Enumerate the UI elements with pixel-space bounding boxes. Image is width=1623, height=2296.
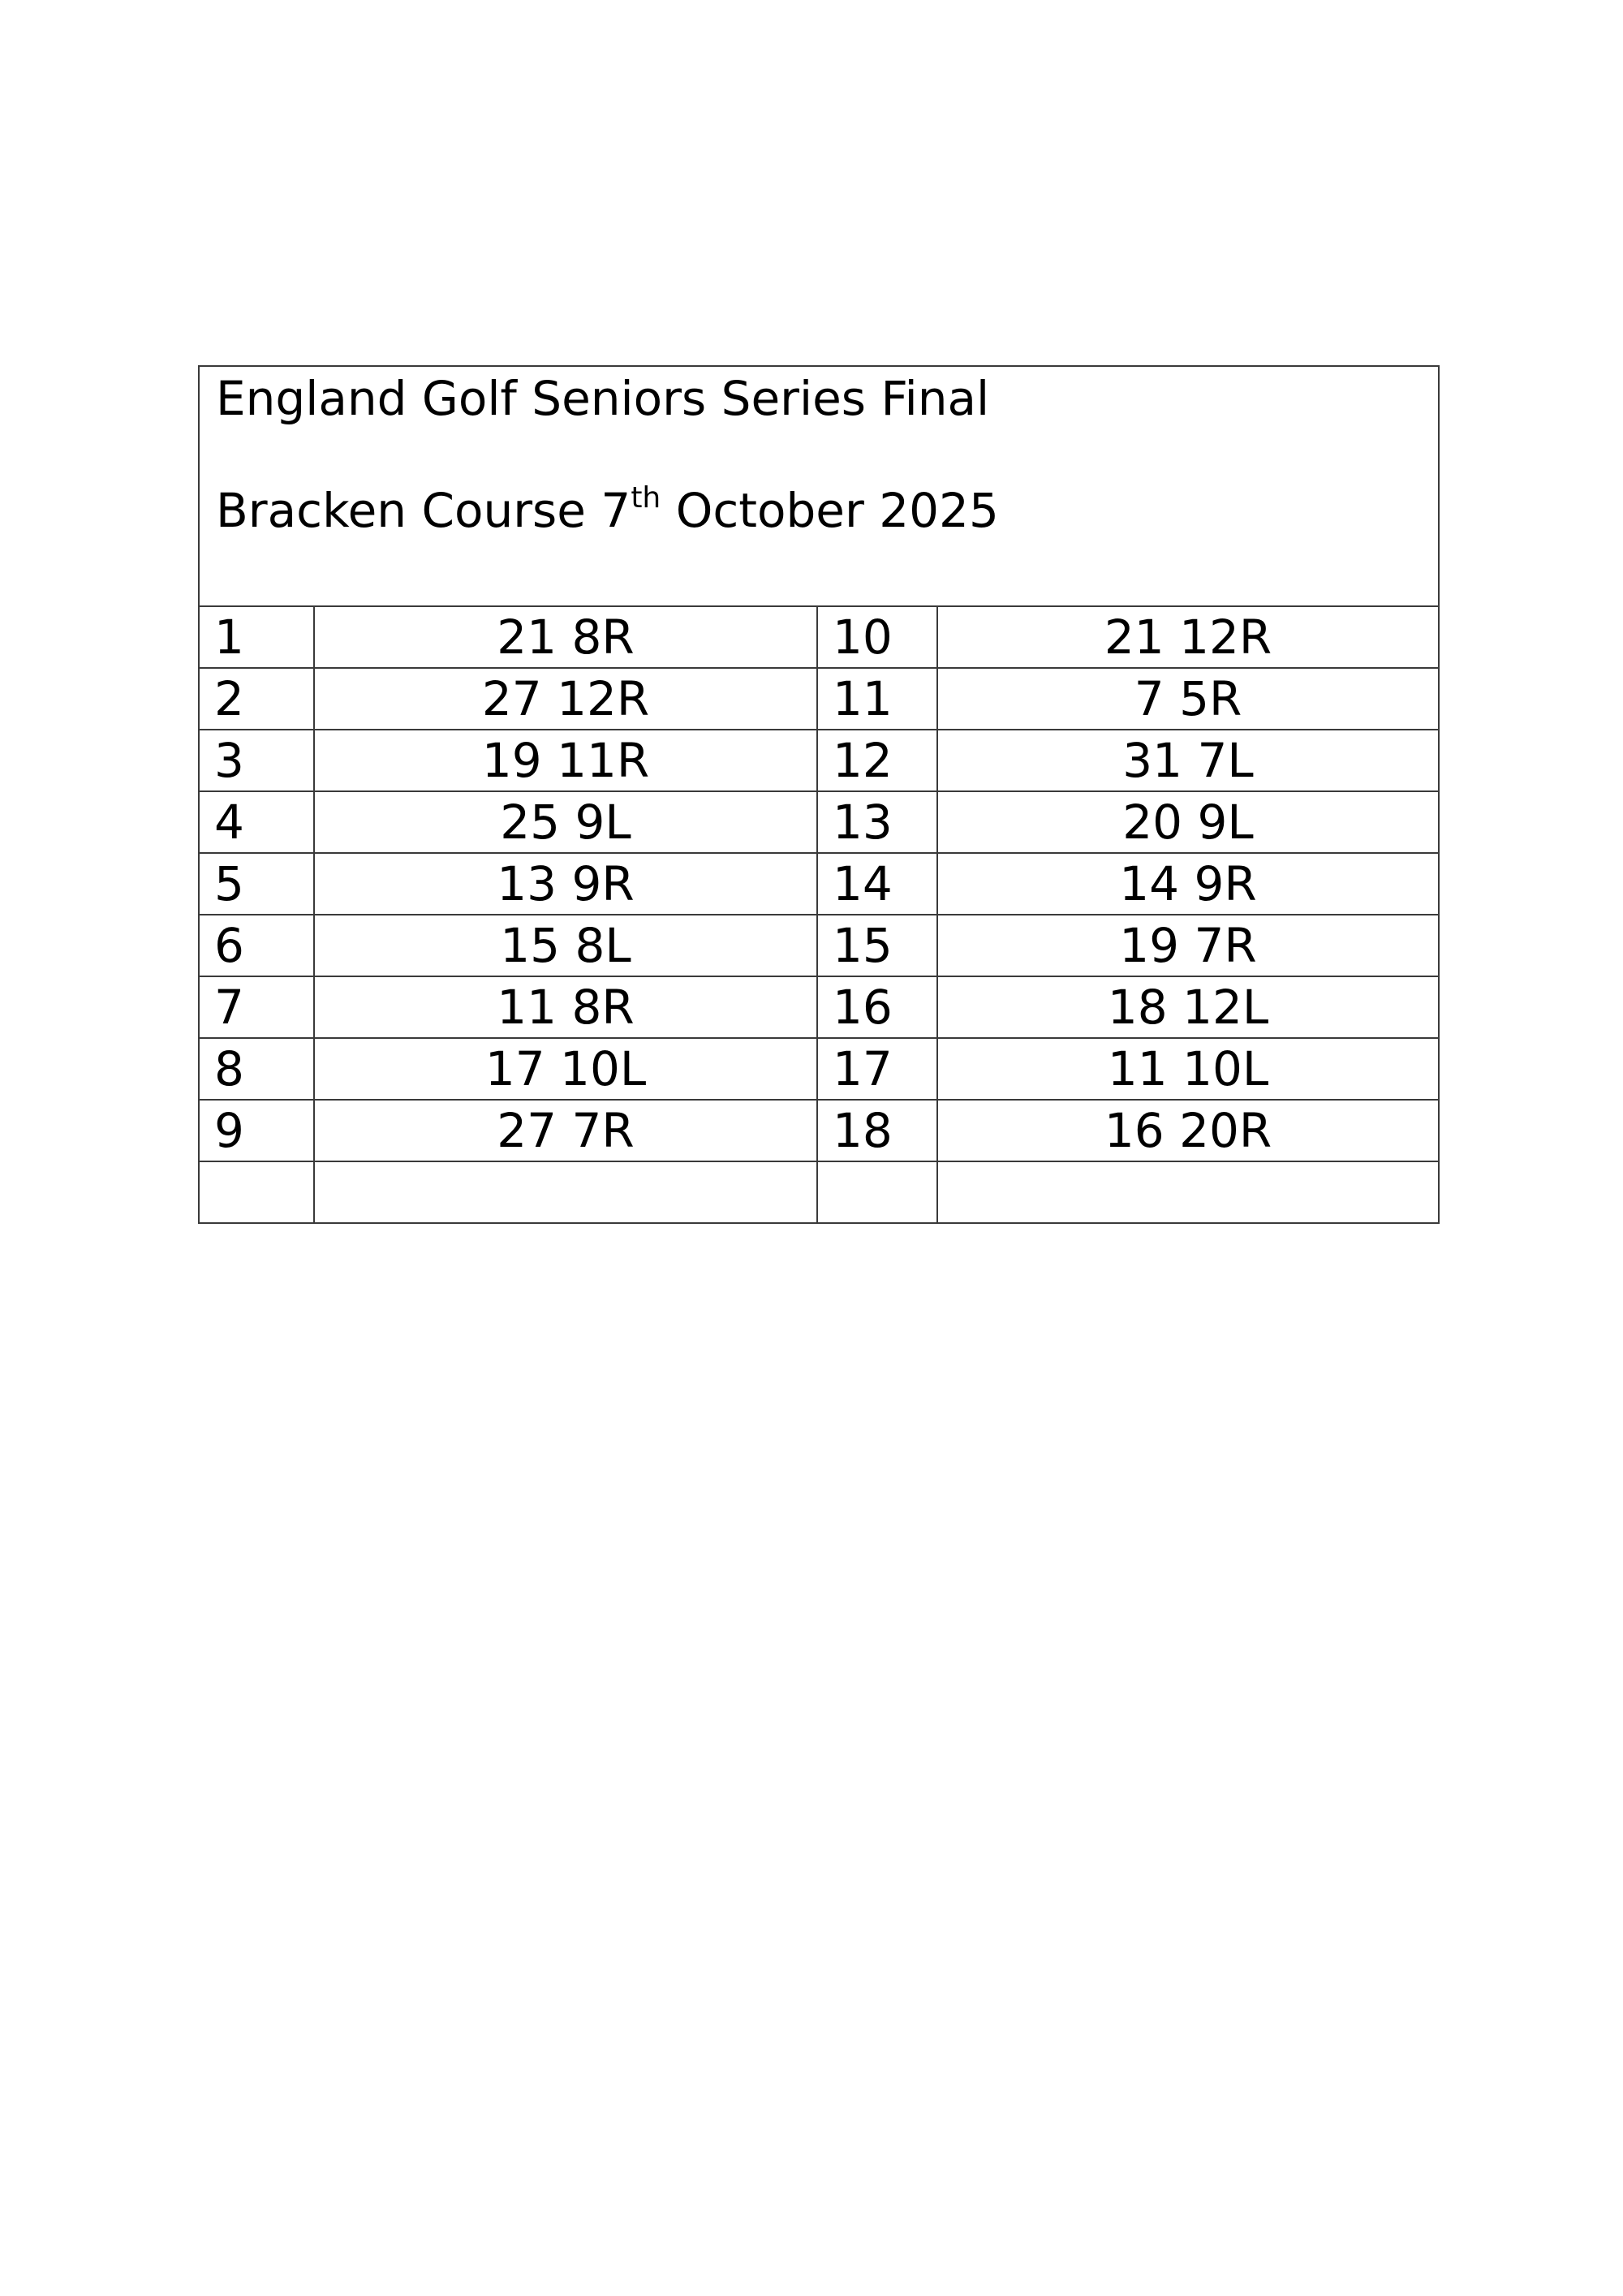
hole-number-front: 5 (199, 853, 314, 915)
hole-number-back: 15 (817, 915, 937, 976)
table-row (199, 668, 1439, 730)
header-row (199, 366, 1439, 606)
pin-position-front: 13 9R (314, 853, 817, 915)
hole-number-front (199, 1161, 314, 1223)
date-month-year: October 2025 (675, 483, 999, 538)
table-row (199, 791, 1439, 853)
hole-number-front: 8 (199, 1038, 314, 1100)
pin-position-front: 15 8L (314, 915, 817, 976)
pin-position-front: 27 12R (314, 668, 817, 730)
hole-number-front: 9 (199, 1100, 314, 1161)
pin-position-back: 21 12R (937, 606, 1439, 668)
hole-number-front: 2 (199, 668, 314, 730)
date-suffix: th (631, 481, 661, 515)
pin-position-front: 27 7R (314, 1100, 817, 1161)
pin-position-front: 21 8R (314, 606, 817, 668)
table-row (199, 1100, 1439, 1161)
pin-position-back: 19 7R (937, 915, 1439, 976)
table-row (199, 1038, 1439, 1100)
pin-position-back: 14 9R (937, 853, 1439, 915)
hole-number-front: 4 (199, 791, 314, 853)
pin-position-back: 11 10L (937, 1038, 1439, 1100)
hole-number-front: 1 (199, 606, 314, 668)
hole-number-back: 10 (817, 606, 937, 668)
pin-position-back: 16 20R (937, 1100, 1439, 1161)
table-row (199, 606, 1439, 668)
pin-position-back: 20 9L (937, 791, 1439, 853)
header-cell (199, 366, 1439, 606)
hole-number-back (817, 1161, 937, 1223)
pin-position-front: 19 11R (314, 730, 817, 791)
hole-number-back: 14 (817, 853, 937, 915)
hole-number-front: 3 (199, 730, 314, 791)
date-day: 7 (601, 483, 631, 538)
hole-number-back: 13 (817, 791, 937, 853)
table-row (199, 915, 1439, 976)
pin-positions-table (198, 365, 1440, 1224)
pin-position-back: 31 7L (937, 730, 1439, 791)
hole-number-front: 6 (199, 915, 314, 976)
hole-number-front: 7 (199, 976, 314, 1038)
pin-position-back (937, 1161, 1439, 1223)
hole-number-back: 17 (817, 1038, 937, 1100)
hole-number-back: 12 (817, 730, 937, 791)
document-title: England Golf Seniors Series Final (216, 371, 990, 426)
table-row (199, 853, 1439, 915)
table-row (199, 976, 1439, 1038)
hole-number-back: 11 (817, 668, 937, 730)
course-name: Bracken Course (216, 483, 586, 538)
table-row (199, 1161, 1439, 1223)
pin-position-back: 7 5R (937, 668, 1439, 730)
hole-number-back: 16 (817, 976, 937, 1038)
pin-position-back: 18 12L (937, 976, 1439, 1038)
table-row (199, 730, 1439, 791)
course-date (216, 481, 1422, 538)
pin-position-front: 17 10L (314, 1038, 817, 1100)
hole-number-back: 18 (817, 1100, 937, 1161)
pin-sheet (198, 365, 1438, 1224)
pin-position-front: 11 8R (314, 976, 817, 1038)
pin-position-front: 25 9L (314, 791, 817, 853)
pin-position-front (314, 1161, 817, 1223)
